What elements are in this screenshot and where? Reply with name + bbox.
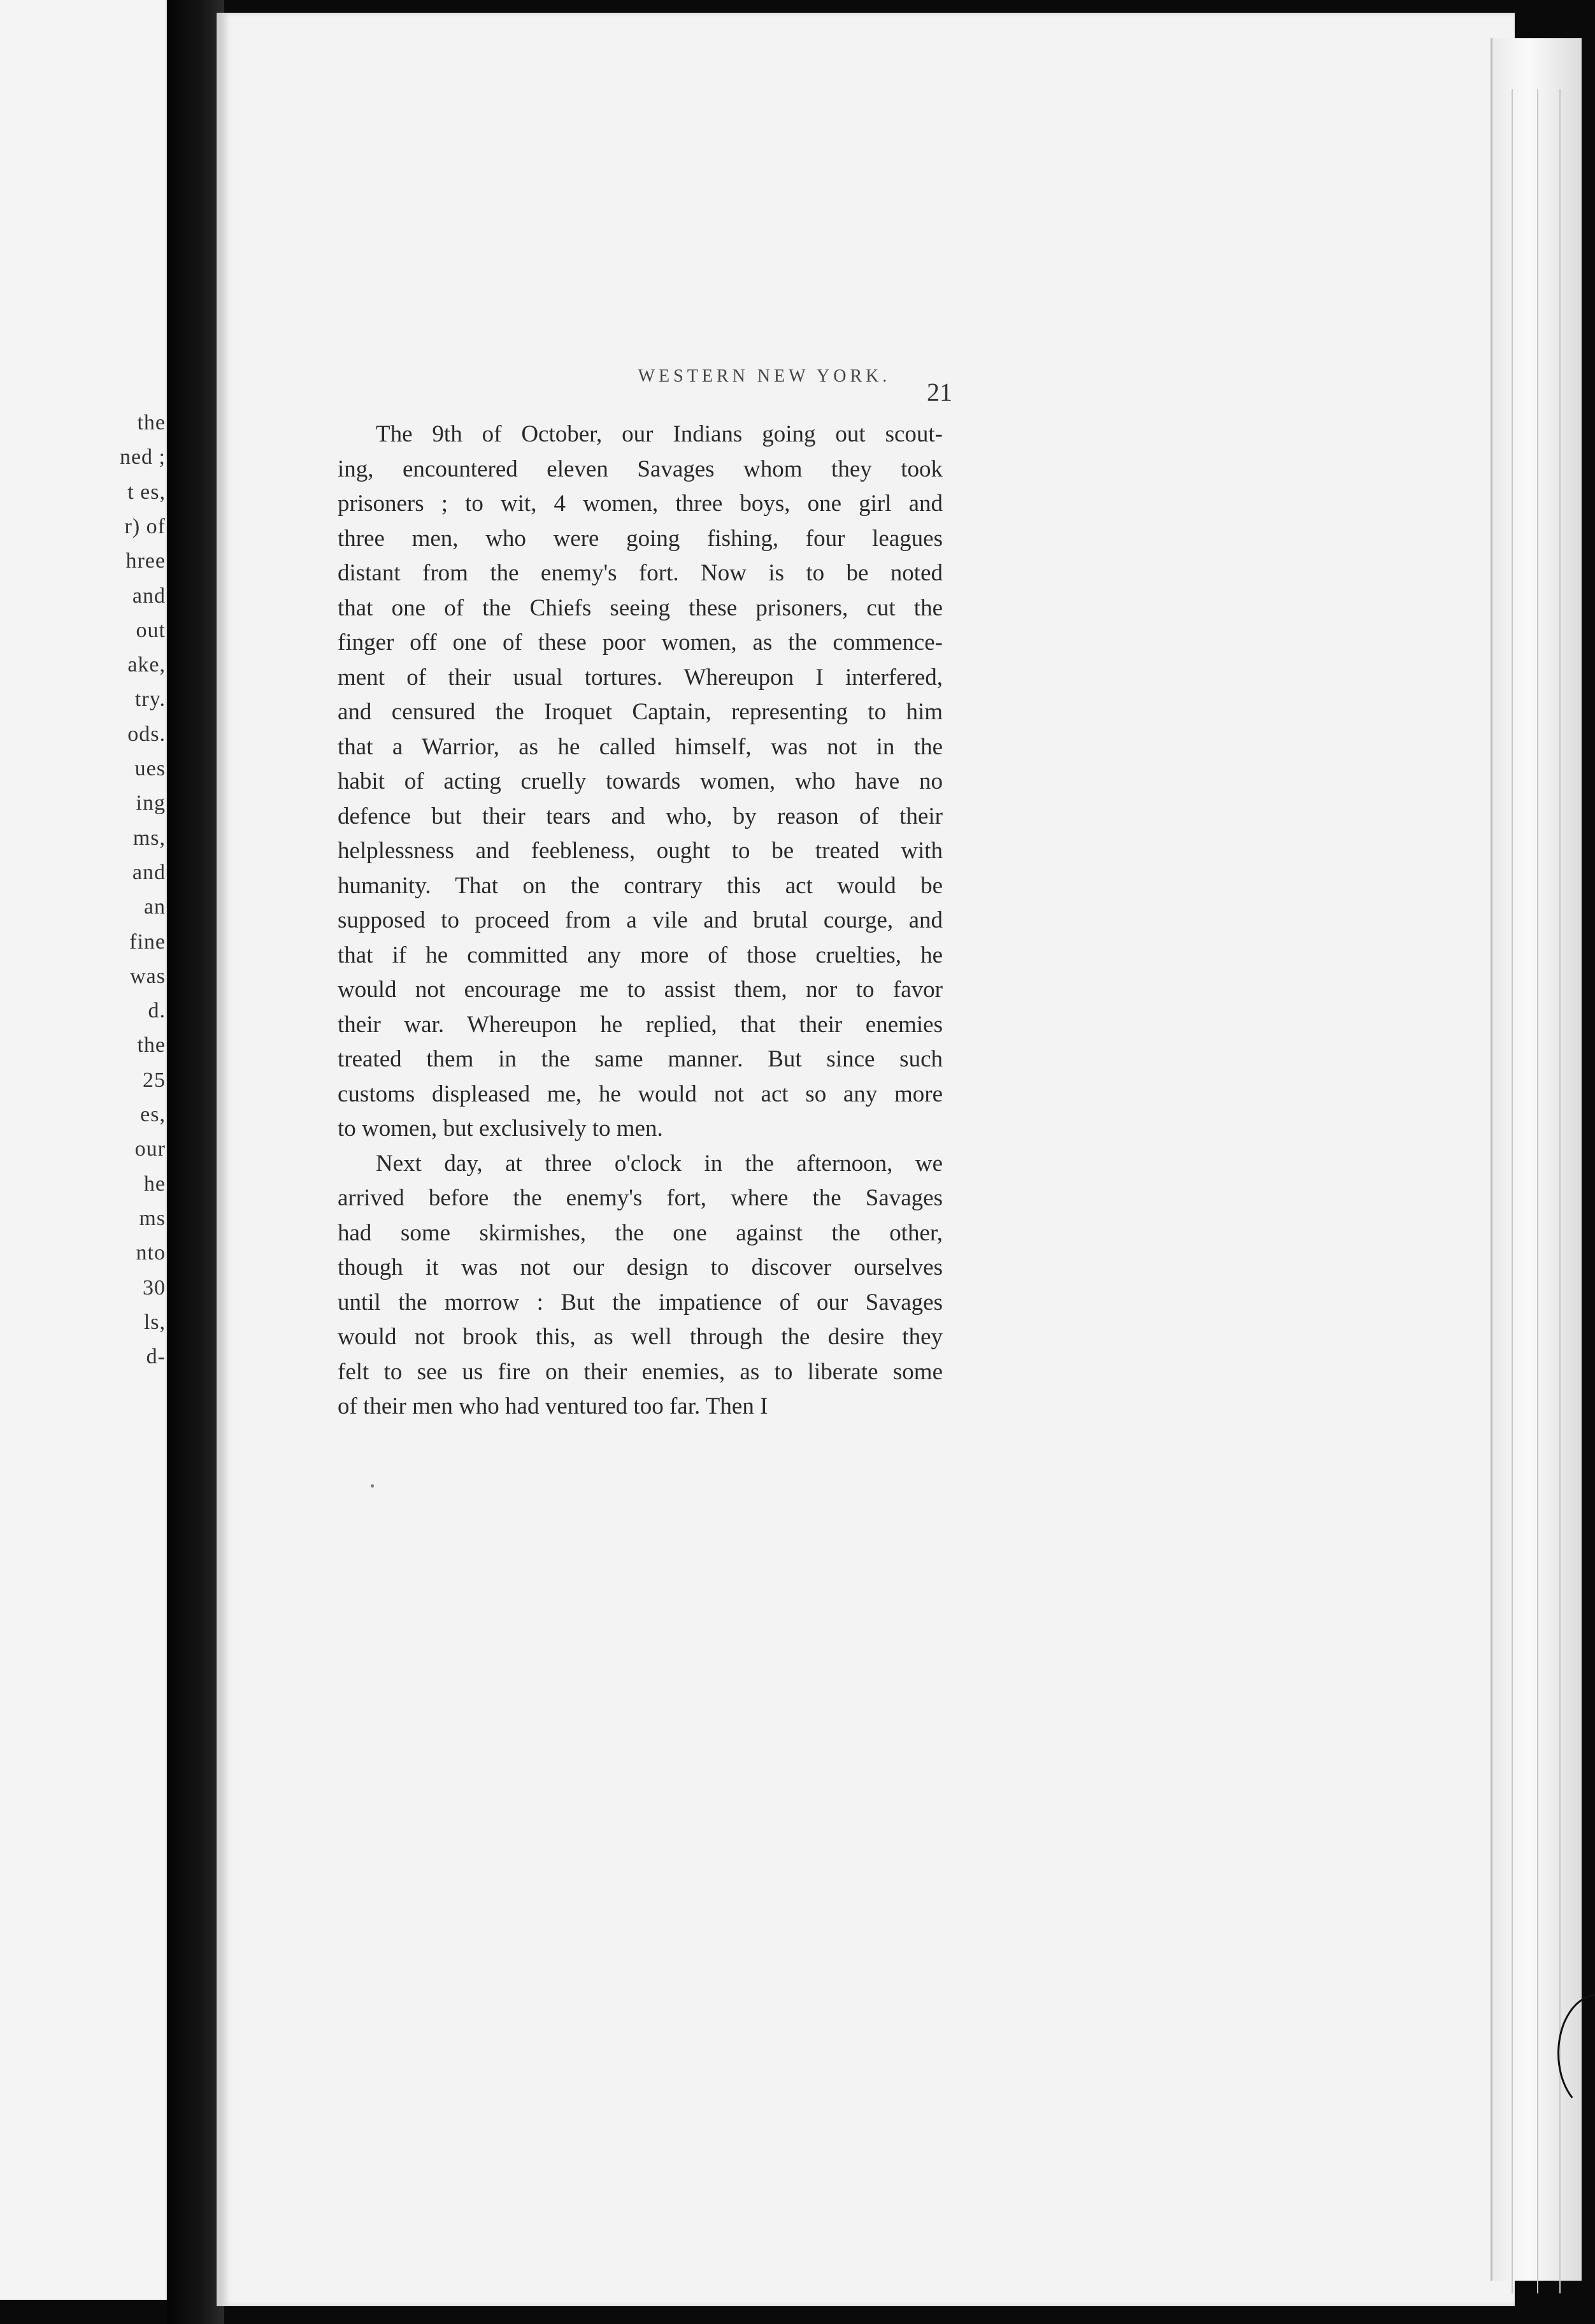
facing-page-line: fine — [129, 929, 166, 954]
body-text — [338, 417, 943, 1424]
text-line: that one of the Chiefs seeing these prisoners, cut the — [338, 594, 943, 621]
facing-page-line: and — [132, 584, 166, 608]
text-line: Next day, at three o'clock in the afternoon, we — [376, 1150, 943, 1177]
page-edge-line — [1537, 89, 1538, 2293]
facing-page-line: d- — [146, 1345, 166, 1369]
facing-page-line: ned ; — [119, 445, 166, 470]
running-head: WESTERN NEW YORK. — [638, 366, 891, 386]
page-edge-line — [1559, 89, 1561, 2293]
facing-page-line: r) of — [124, 514, 166, 538]
text-line: distant from the enemy's fort. Now is to be noted — [338, 560, 943, 586]
facing-page-line: nto — [136, 1241, 166, 1265]
facing-page-line: the — [137, 411, 166, 434]
text-line: arrived before the enemy's fort, where the Savages — [338, 1185, 943, 1211]
facing-page-line: ls, — [143, 1310, 166, 1334]
text-line: helplessness and feebleness, ought to be treated with — [338, 838, 943, 864]
page-number: 21 — [927, 378, 952, 406]
text-line: that a Warrior, as he called himself, was not in the — [338, 733, 943, 760]
text-line: defence but their tears and who, by reason of their — [338, 803, 943, 829]
stray-mark — [371, 1484, 374, 1488]
text-line: finger off one of these poor women, as the commence- — [338, 629, 943, 656]
text-line: ing, encountered eleven Savages whom they took — [338, 455, 943, 482]
facing-page-line: the — [137, 1033, 166, 1058]
text-line: habit of acting cruelly towards women, who have no — [338, 768, 943, 794]
facing-page-line: ods. — [127, 722, 166, 746]
facing-page-line: our — [134, 1137, 166, 1161]
book-gutter — [167, 0, 224, 2324]
text-line: The 9th of October, our Indians going out scout- — [376, 421, 943, 447]
facing-page-line: 30 — [143, 1275, 166, 1300]
page-edge-line — [1512, 89, 1513, 2293]
facing-page-line: ms — [139, 1206, 166, 1230]
text-line: had some skirmishes, the one against the other, — [338, 1219, 943, 1246]
facing-page — [0, 0, 168, 2300]
text-line: customs displeased me, he would not act so any more — [338, 1080, 943, 1107]
facing-page-line: hree — [125, 549, 166, 573]
text-line: treated them in the same manner. But since such — [338, 1046, 943, 1072]
facing-page-line: he — [143, 1172, 166, 1196]
text-line: three men, who were going fishing, four leagues — [338, 525, 943, 552]
facing-page-line: t es, — [127, 480, 166, 504]
facing-page-line: an — [143, 895, 166, 919]
text-line: of their men who had ventured too far. Then I — [338, 1393, 768, 1419]
facing-page-line: es, — [140, 1103, 166, 1126]
facing-page-line: d. — [148, 999, 166, 1023]
text-line: until the morrow : But the impatience of our Savages — [338, 1289, 943, 1316]
text-line: that if he committed any more of those cruelties, he — [338, 942, 943, 968]
text-line: would not encourage me to assist them, nor to favor — [338, 977, 943, 1003]
text-line: and censured the Iroquet Captain, representing to him — [338, 699, 943, 725]
facing-page-line: out — [136, 618, 166, 642]
text-line: their war. Whereupon he replied, that their enemies — [338, 1011, 943, 1038]
text-line: would not brook this, as well through the desire they — [338, 1324, 943, 1350]
facing-page-line: was — [130, 964, 166, 988]
facing-page-line: ues — [134, 757, 166, 780]
text-line: to women, but exclusively to men. — [338, 1115, 663, 1142]
text-line: prisoners ; to wit, 4 women, three boys, one girl and — [338, 491, 943, 517]
text-line: felt to see us fire on their enemies, as to liberate some — [338, 1358, 943, 1385]
facing-page-line: ms, — [132, 826, 166, 850]
text-line: though it was not our design to discover ourselves — [338, 1254, 943, 1280]
page-edge-stack — [1491, 38, 1582, 2281]
facing-page-line: 25 — [143, 1068, 166, 1092]
text-line: humanity. That on the contrary this act would be — [338, 872, 943, 899]
text-line: ment of their usual tortures. Whereupon I interfered, — [338, 664, 943, 691]
facing-page-line: try. — [134, 687, 166, 712]
facing-page-line: ake, — [127, 653, 166, 677]
facing-page-line: ing — [136, 791, 166, 815]
facing-page-line: and — [132, 860, 166, 884]
text-line: supposed to proceed from a vile and brutal courge, and — [338, 907, 943, 933]
